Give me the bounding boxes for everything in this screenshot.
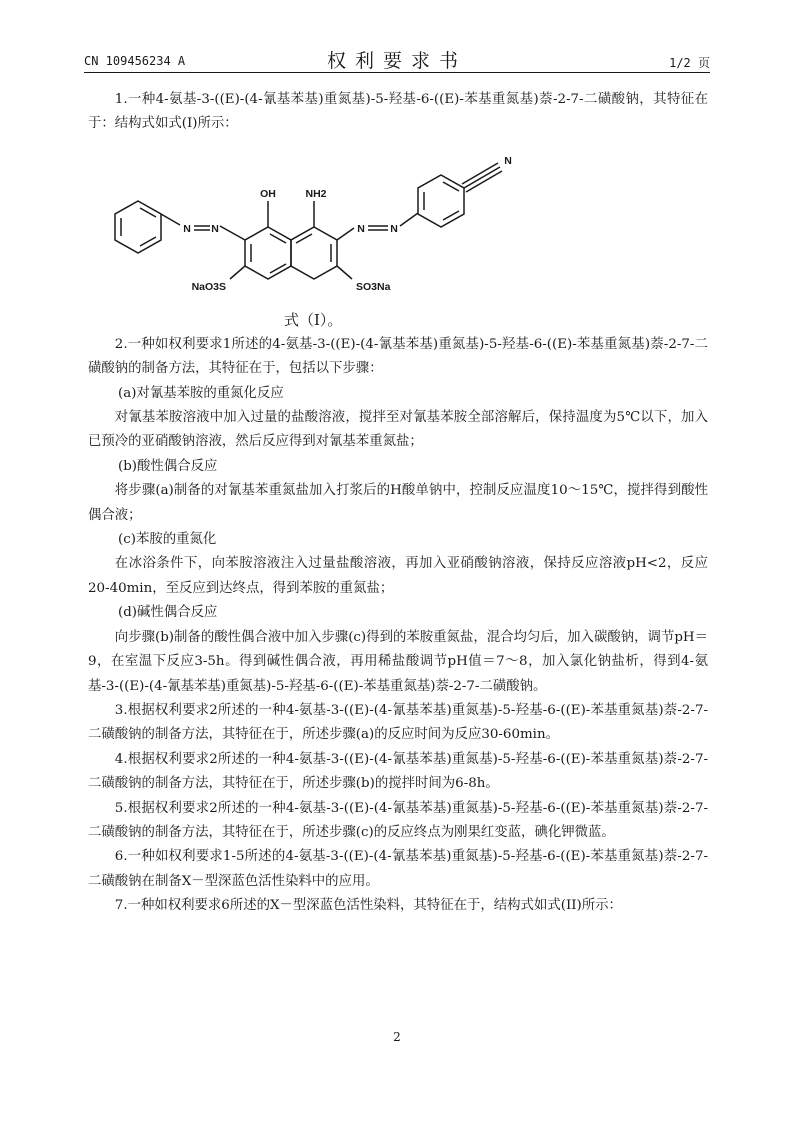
structure-figure xyxy=(88,137,708,307)
chemical-structure xyxy=(108,137,588,307)
naphthalene-left-ring xyxy=(245,227,291,279)
step-d-title: (d)碱性偶合反应 xyxy=(118,605,218,621)
atom-n-1: N xyxy=(183,222,191,235)
page-title: 权利要求书 xyxy=(326,50,467,72)
claims-body xyxy=(88,88,708,919)
page-number: 2 xyxy=(393,1030,401,1044)
page-header xyxy=(84,42,710,74)
header-divider xyxy=(84,72,710,73)
step-a-title: (a)对氰基苯胺的重氮化反应 xyxy=(118,385,284,401)
claim-4: 4.根据权利要求2所述的一种4-氨基-3-((E)-(4-氰基苯基)重氮基)-5-羟基-6-((E)-苯基重氮基)萘-2-7-二磺酸钠的制备方法，其特征在于，所述步骤(b)的搅拌时间为6-8h。 xyxy=(88,751,708,792)
step-a-text: 对氰基苯胺溶液中加入过量的盐酸溶液，搅拌至对氰基苯胺全部溶解后，保持温度为5℃以下，加入已预冷的亚硝酸钠溶液，然后反应得到对氰基苯重氮盐； xyxy=(88,410,708,450)
naphthalene-right-ring xyxy=(291,227,337,279)
atom-n-nitrile: N xyxy=(504,154,512,167)
sulfonate-left-label: NaO3S xyxy=(191,280,226,293)
claim-2: 2.一种如权利要求1所述的4-氨基-3-((E)-(4-氰基苯基)重氮基)-5-羟基-6-((E)-苯基重氮基)萘-2-7-二磺酸钠的制备方法，其特征在于，包括以下步骤： xyxy=(88,336,708,377)
atom-n-3: N xyxy=(357,222,365,235)
page-count: 1/2 页 xyxy=(669,56,710,70)
step-c-text: 在冰浴条件下，向苯胺溶液注入过量盐酸溶液，再加入亚硝酸钠溶液，保持反应溶液pH<2，反应20-40min，至反应到达终点，得到苯胺的重氮盐； xyxy=(88,556,708,596)
claim-3: 3.根据权利要求2所述的一种4-氨基-3-((E)-(4-氰基苯基)重氮基)-5-羟基-6-((E)-苯基重氮基)萘-2-7-二磺酸钠的制备方法，其特征在于，所述步骤(a)的反应时间为反应30-60min。 xyxy=(88,702,708,743)
phenyl-ring xyxy=(115,201,161,253)
claim-7: 7.一种如权利要求6所述的X－型深蓝色活性染料，其特征在于，结构式如式(II)所示： xyxy=(114,898,622,914)
azo-bond-left xyxy=(161,214,180,225)
claim-1: 1.一种4-氨基-3-((E)-(4-氰基苯基)重氮基)-5-羟基-6-((E)-苯基重氮基)萘-2-7-二磺酸钠，其特征在于：结构式如式(I)所示： xyxy=(88,92,708,132)
step-d-text: 向步骤(b)制备的酸性偶合液中加入步骤(c)得到的苯胺重氮盐，混合均匀后，加入碳酸钠，调节pH＝9，在室温下反应3-5h。得到碱性偶合液，再用稀盐酸调节pH值＝7～8，加入氯化钠盐析，得到4-氨基-3-((E)-(4-氰基苯基)重氮基)-5-羟基-6-((E)-苯基重氮基)萘-2-7-二磺酸钠。 xyxy=(88,629,708,694)
patent-number: CN 109456234 A xyxy=(84,54,186,68)
cyanophenyl-ring xyxy=(418,175,464,227)
step-c-title: (c)苯胺的重氮化 xyxy=(118,532,217,548)
azo-bond-right xyxy=(337,228,354,240)
atom-n-4: N xyxy=(390,222,398,235)
hydroxyl-label: OH xyxy=(260,187,276,200)
step-b-text: 将步骤(a)制备的对氰基苯重氮盐加入打浆后的H酸单钠中，控制反应温度10～15℃，搅拌得到酸性偶合液； xyxy=(88,483,708,523)
step-b-title: (b)酸性偶合反应 xyxy=(118,458,218,474)
claim-6: 6.一种如权利要求1-5所述的4-氨基-3-((E)-(4-氰基苯基)重氮基)-5-羟基-6-((E)-苯基重氮基)萘-2-7-二磺酸钠在制备X－型深蓝色活性染料中的应用。 xyxy=(88,849,708,889)
sulfonate-right-label: SO3Na xyxy=(356,280,391,293)
formula-caption: 式（I）。 xyxy=(284,310,343,329)
claim-5: 5.根据权利要求2所述的一种4-氨基-3-((E)-(4-氰基苯基)重氮基)-5-羟基-6-((E)-苯基重氮基)萘-2-7-二磺酸钠的制备方法，其特征在于，所述步骤(c)的反应终点为刚果红变蓝，碘化钾微蓝。 xyxy=(88,800,708,840)
amino-label: NH2 xyxy=(305,187,327,200)
atom-n-2: N xyxy=(211,222,219,235)
